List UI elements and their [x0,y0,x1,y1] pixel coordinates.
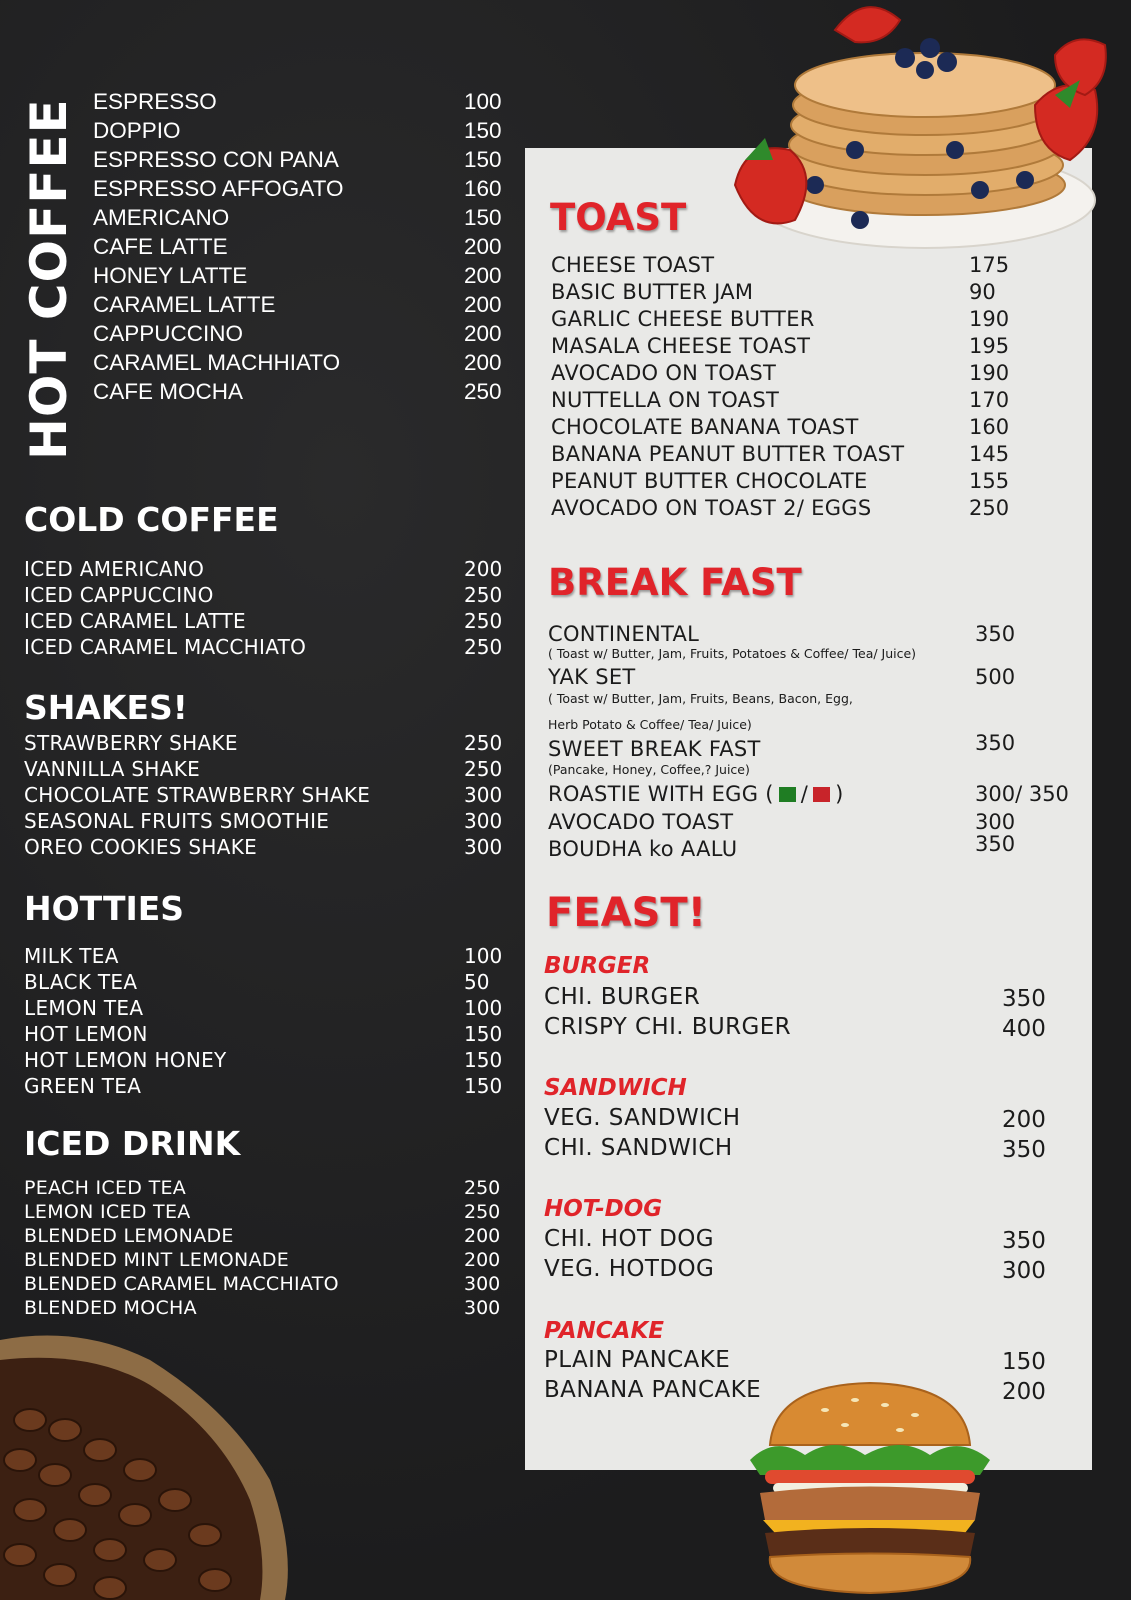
item-price: 150 [464,205,502,230]
menu-item [0,809,510,838]
menu-item [0,944,510,973]
item-name: BLENDED MINT LEMONADE [24,1249,290,1271]
toast-title: TOAST [550,196,687,239]
item-price: 200 [464,1249,501,1271]
veg-indicator-icon [779,787,796,802]
item-price: 350 [1002,1228,1046,1254]
item-price: 150 [464,1022,503,1046]
item-name: OREO COOKIES SHAKE [24,835,258,859]
item-name: PEANUT BUTTER CHOCOLATE [551,469,868,493]
item-name: VEG. HOTDOG [544,1256,715,1282]
item-name: CAFE MOCHA [93,379,244,404]
item-name: BLENDED CARAMEL MACCHIATO [24,1273,339,1295]
hotdog-subtitle: HOT-DOG [544,1196,663,1222]
menu-item [0,635,510,664]
hot-coffee-title: HOT COFFEE [20,98,78,460]
item-name: LEMON ICED TEA [24,1201,191,1223]
item-name: ESPRESSO AFFOGATO [93,176,344,201]
item-name: ICED CARAMEL MACCHIATO [24,635,307,659]
item-price: 145 [969,442,1010,466]
item-name: SWEET BREAK FAST [548,737,761,761]
item-name: BASIC BUTTER JAM [551,280,754,304]
item-name: PLAIN PANCAKE [544,1347,731,1373]
item-name: MASALA CHEESE TOAST [551,334,811,358]
item-price: 150 [464,1074,503,1098]
item-name: CRISPY CHI. BURGER [544,1014,792,1040]
item-note: (Pancake, Honey, Coffee,? Juice) [548,762,750,777]
item-price: 150 [464,147,502,172]
item-price: 300 [464,1297,501,1319]
item-name: MILK TEA [24,944,119,968]
item-price: 200 [1002,1379,1046,1405]
menu-item [0,731,510,760]
item-price: 350 [975,622,1016,646]
item-name: BANANA PANCAKE [544,1377,762,1403]
burger-subtitle: BURGER [544,953,651,979]
item-price: 155 [969,469,1010,493]
item-price: 195 [969,334,1010,358]
item-name: BOUDHA ko AALU [548,837,738,861]
item-name: SEASONAL FRUITS SMOOTHIE [24,809,330,833]
item-name: ESPRESSO [93,89,217,114]
item-price: 200 [464,292,502,317]
item-name: CHI. BURGER [544,984,701,1010]
item-price: 250 [464,583,503,607]
item-price: 300 [1002,1258,1046,1284]
item-name: PEACH ICED TEA [24,1177,187,1199]
item-price: 150 [464,1048,503,1072]
item-name: AVOCADO ON TOAST 2/ EGGS [551,496,872,520]
item-price: 200 [464,350,502,375]
pancake-stack-image [725,0,1131,260]
item-name: BANANA PEANUT BUTTER TOAST [551,442,905,466]
menu-item [0,1297,510,1326]
shakes-title: SHAKES! [24,688,188,727]
item-price: 300 [464,835,503,859]
item-name: HOT LEMON [24,1022,148,1046]
item-name: GARLIC CHEESE BUTTER [551,307,815,331]
menu-item [0,996,510,1025]
item-price: 300 [975,810,1016,834]
item-price: 50 [464,970,490,994]
item-name: CAFE LATTE [93,234,228,259]
feast-title: FEAST! [546,890,706,936]
menu-item [0,118,510,147]
menu-item [0,350,510,379]
item-price: 300 [464,783,503,807]
item-name: BLENDED LEMONADE [24,1225,234,1247]
item-name: GREEN TEA [24,1074,142,1098]
item-price: 175 [969,253,1010,277]
menu-item [0,176,510,205]
menu-item [0,147,510,176]
item-price: 350 [975,832,1016,856]
item-name: ICED AMERICANO [24,557,205,581]
cold-coffee-title: COLD COFFEE [24,500,279,539]
item-note: ( Toast w/ Butter, Jam, Fruits, Potatoes & Coffee/ Tea/ Juice) [548,646,917,661]
menu-item [0,292,510,321]
item-name: CHEESE TOAST [551,253,715,277]
item-name: DOPPIO [93,118,181,143]
item-name: AVOCADO ON TOAST [551,361,777,385]
item-price: 190 [969,307,1010,331]
item-name-slash: / [800,782,809,806]
item-price: 200 [1002,1107,1046,1133]
item-name: CHOCOLATE STRAWBERRY SHAKE [24,783,371,807]
coffee-beans-sack-image [0,1330,300,1600]
item-price: 250 [464,757,503,781]
item-name: ICED CARAMEL LATTE [24,609,246,633]
item-price: 100 [464,89,502,114]
item-name-prefix: ROASTIE WITH EGG ( [548,782,774,806]
menu-item [0,1022,510,1051]
menu-item [0,1074,510,1103]
item-price: 200 [464,234,502,259]
item-name: AMERICANO [93,205,230,230]
item-price: 300 [464,809,503,833]
menu-item [0,205,510,234]
breakfast-title: BREAK FAST [548,561,802,604]
item-name: BLENDED MOCHA [24,1297,197,1319]
item-name-suffix: ) [835,782,844,806]
item-name: STRAWBERRY SHAKE [24,731,238,755]
item-price: 100 [464,944,503,968]
menu-item [0,783,510,812]
item-name: BLACK TEA [24,970,138,994]
item-price: 350 [1002,986,1046,1012]
item-price: 250 [969,496,1010,520]
item-price: 150 [464,118,502,143]
item-note: Herb Potato & Coffee/ Tea/ Juice) [548,717,752,732]
item-name: HONEY LATTE [93,263,248,288]
menu-item [0,557,510,586]
item-name: CONTINENTAL [548,622,700,646]
item-price: 250 [464,1177,501,1199]
item-price: 200 [464,557,503,581]
item-price: 300 [464,1273,501,1295]
burger-image [735,1375,1005,1600]
item-name: CHI. HOT DOG [544,1226,714,1252]
item-price: 160 [969,415,1010,439]
menu-item [0,263,510,292]
item-note: ( Toast w/ Butter, Jam, Fruits, Beans, Bacon, Egg, [548,691,853,706]
pancake-subtitle: PANCAKE [544,1318,665,1344]
item-name [548,782,844,806]
item-price: 400 [1002,1016,1046,1042]
item-price: 170 [969,388,1010,412]
item-name: NUTTELLA ON TOAST [551,388,780,412]
item-price: 350 [1002,1137,1046,1163]
menu-item [0,1048,510,1077]
item-price: 500 [975,665,1016,689]
item-name: CHI. SANDWICH [544,1135,733,1161]
item-name: HOT LEMON HONEY [24,1048,227,1072]
menu-item [0,757,510,786]
menu-item [0,89,510,118]
item-name: CAPPUCCINO [93,321,244,346]
menu-item [0,234,510,263]
item-name: VANNILLA SHAKE [24,757,201,781]
item-price: 90 [969,280,996,304]
item-price: 190 [969,361,1010,385]
menu-item [0,970,510,999]
iced-drink-title: ICED DRINK [24,1124,241,1163]
item-price: 300/ 350 [975,782,1069,806]
menu-item [0,379,510,408]
menu-item [0,835,510,864]
item-name: CHOCOLATE BANANA TOAST [551,415,859,439]
item-price: 200 [464,321,502,346]
item-name: CARAMEL MACHHIATO [93,350,341,375]
item-name: ICED CAPPUCCINO [24,583,214,607]
item-name: YAK SET [548,665,636,689]
item-price: 250 [464,609,503,633]
nonveg-indicator-icon [813,787,830,802]
hotties-title: HOTTIES [24,889,185,928]
item-name: VEG. SANDWICH [544,1105,741,1131]
item-price: 350 [975,731,1016,755]
item-price: 250 [464,379,502,404]
item-price: 100 [464,996,503,1020]
item-price: 150 [1002,1349,1046,1375]
sandwich-subtitle: SANDWICH [544,1075,687,1101]
item-price: 250 [464,731,503,755]
menu-item [0,583,510,612]
item-price: 250 [464,635,503,659]
item-name: CARAMEL LATTE [93,292,276,317]
item-price: 160 [464,176,502,201]
item-price: 250 [464,1201,501,1223]
item-name: LEMON TEA [24,996,144,1020]
menu-item [0,609,510,638]
item-price: 200 [464,263,502,288]
item-name: ESPRESSO CON PANA [93,147,339,172]
item-name: AVOCADO TOAST [548,810,734,834]
item-price: 200 [464,1225,501,1247]
menu-item [0,321,510,350]
